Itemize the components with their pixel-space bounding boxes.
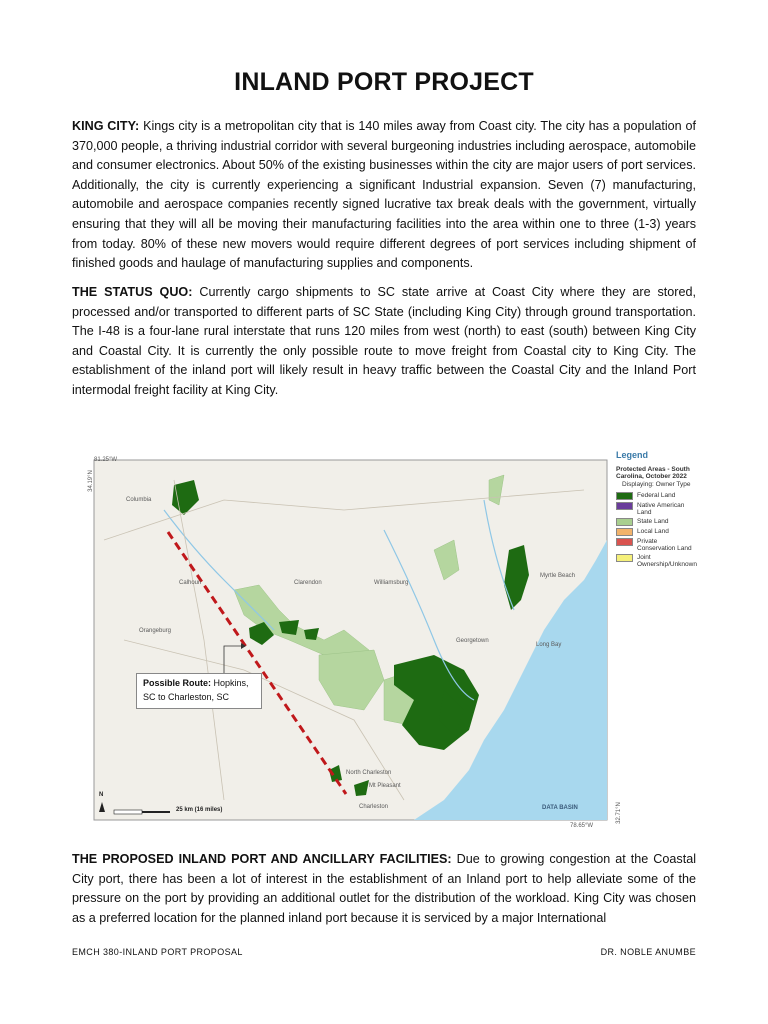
legend-swatch bbox=[616, 518, 633, 526]
callout-heading: Possible Route: bbox=[143, 678, 212, 688]
legend-swatch bbox=[616, 492, 633, 500]
coord-right: 32.71°N bbox=[615, 802, 622, 824]
place-label-calhoun: Calhoun bbox=[179, 580, 202, 586]
place-label-columbia: Columbia bbox=[126, 497, 152, 503]
paragraph-body: Currently cargo shipments to SC state arrive at Coast City where they are stored, processed and/or transported to different parts of SC State (including King City) through ground transportation. The I-48 is a four-lane rural interstate that runs 120 miles from west (north) to east (south) between King City and Coastal City. It is currently the only possible route to move freight from Coastal city to King City. The establishment of the inland port will likely result in heavy traffic between the Coastal City and the Inland Port intermodal freight facility at King City. bbox=[72, 285, 696, 397]
place-label-georgetown: Georgetown bbox=[456, 638, 489, 644]
coord-top-left: 81.25°W bbox=[94, 457, 118, 463]
paragraph-heading: THE STATUS QUO: bbox=[72, 285, 193, 299]
paragraph-body: Due to growing congestion at the Coastal City port, there has been a lot of interest in the establishment of an Inland port to help alleviate some of the pressure on the port by providing an additional outlet for the distribution of the workload. King City was chosen as a preferred location for the planned inland port because it is serviced by a major International bbox=[72, 852, 697, 925]
map-legend bbox=[616, 450, 696, 570]
legend-item-label: Joint Ownership/Unknown bbox=[637, 554, 697, 568]
legend-swatch bbox=[616, 502, 633, 510]
legend-items bbox=[616, 492, 696, 568]
place-label-long-bay: Long Bay bbox=[536, 642, 562, 648]
route-map bbox=[84, 440, 697, 835]
paragraph-heading: THE PROPOSED INLAND PORT AND ANCILLARY FACILITIES: bbox=[72, 852, 452, 866]
footer-author: DR. NOBLE ANUMBE bbox=[600, 947, 696, 957]
place-label-charleston: Charleston bbox=[359, 804, 389, 810]
place-label-orangeburg: Orangeburg bbox=[139, 628, 172, 634]
legend-item bbox=[616, 518, 696, 526]
callout-text: Hopkins, SC to Charleston, SC bbox=[143, 678, 249, 702]
legend-swatch bbox=[616, 528, 633, 536]
legend-item-label: Native American Land bbox=[637, 502, 685, 516]
legend-displaying: Displaying: Owner Type bbox=[622, 481, 691, 488]
legend-item bbox=[616, 554, 696, 568]
data-basin-credit: DATA BASIN bbox=[542, 805, 578, 811]
place-label-mt-pleasant: Mt Pleasant bbox=[369, 783, 401, 789]
legend-swatch bbox=[616, 554, 633, 562]
paragraph-body: Kings city is a metropolitan city that is 140 miles away from Coast city. The city has a population of 370,000 people, a thriving industrial corridor with several burgeoning industries including aerospace, automobile and consumer electronics. About 50% of the existing businesses within the city are major users of port services. Additionally, the city is currently experiencing a significant Industrial expansion. Seven (7) manufacturing, automobile and aerospace companies recently signed lucrative tax break deals with the government, virtually ensuring that they will all be moving their manufacturing facilities into the area within one to three (1-3) years from today. 80% of these new movers would require different degrees of port services including shipment of finished goods and haulage of manufacturing supplies and components. bbox=[72, 119, 696, 271]
footer-course: EMCH 380-INLAND PORT PROPOSAL bbox=[72, 947, 243, 957]
route-callout bbox=[136, 673, 262, 709]
legend-item-label: State Land bbox=[637, 518, 669, 525]
paragraph-king-city bbox=[72, 117, 696, 274]
paragraph-heading: KING CITY: bbox=[72, 119, 140, 133]
legend-item-label: Private Conservation Land bbox=[637, 538, 692, 552]
north-label: N bbox=[99, 792, 104, 798]
paragraph-status-quo bbox=[72, 283, 696, 401]
scale-label: 25 km (16 miles) bbox=[176, 807, 223, 813]
coord-bottom-right: 78.65°W bbox=[570, 823, 594, 829]
legend-item-label: Federal Land bbox=[637, 492, 676, 499]
legend-subtitle: Protected Areas - South Carolina, October 2022 bbox=[616, 466, 690, 480]
coord-left: 34.19°N bbox=[87, 470, 94, 492]
page-title: INLAND PORT PROJECT bbox=[234, 68, 534, 96]
legend-item bbox=[616, 528, 696, 536]
place-label-clarendon: Clarendon bbox=[294, 580, 322, 586]
legend-title: Legend bbox=[616, 450, 649, 460]
legend-item-label: Local Land bbox=[637, 528, 669, 535]
place-label-north-charleston: North Charleston bbox=[346, 770, 392, 776]
place-label-williamsburg: Williamsburg bbox=[374, 580, 409, 586]
place-label-myrtle-beach: Myrtle Beach bbox=[540, 573, 576, 579]
legend-item bbox=[616, 502, 696, 516]
legend-swatch bbox=[616, 538, 633, 546]
legend-item bbox=[616, 538, 696, 552]
legend-item bbox=[616, 492, 696, 500]
paragraph-proposed bbox=[72, 850, 696, 928]
